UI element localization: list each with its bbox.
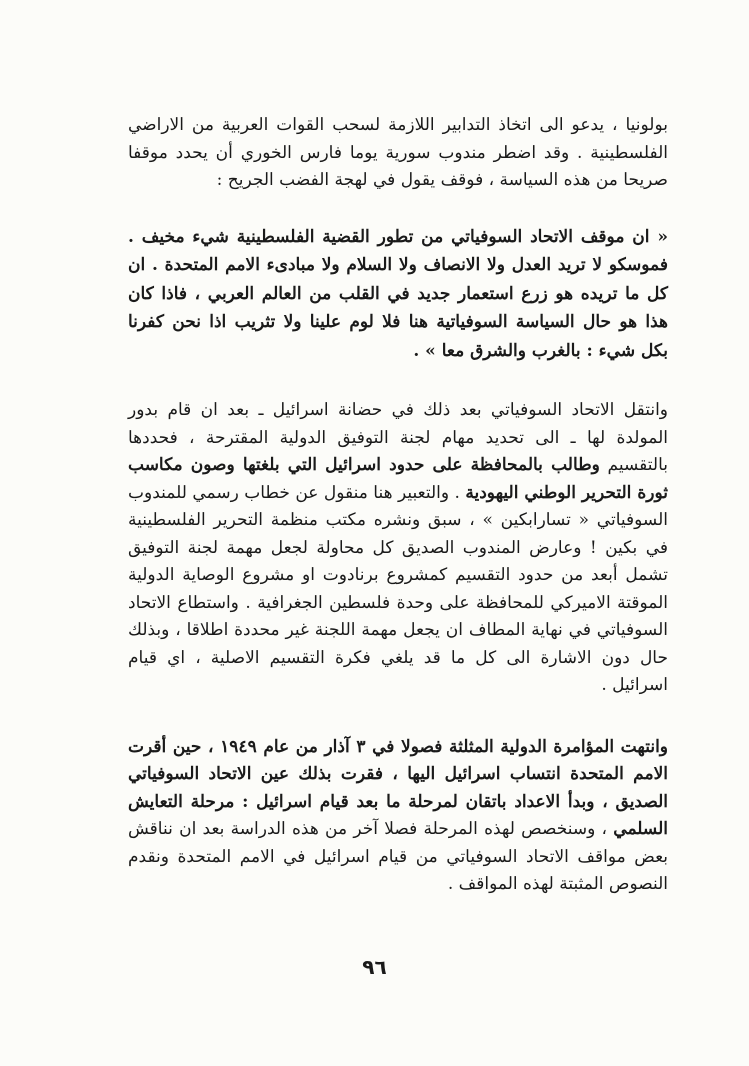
paragraph-3-bold-part: وطالب بالمحافظة على حدود اسرائيل التي بلغتها وصون مكاسب ثورة التحرير الوطني اليهودية [128, 455, 668, 503]
paragraph-4-part-b: ، وسنخصص لهذه المرحلة فصلا آخر من هذه الدراسة بعد ان نناقش بعض مواقف الاتحاد السوفياتي من قيام اسرائيل في الامم المتحدة ونقدم النصوص المثبتة لهذه المواقف . [128, 819, 668, 894]
page-number: ٩٦ [362, 955, 387, 979]
paragraph-4-bold-part: وانتهت المؤامرة الدولية المثلثة فصولا في ٣ آذار من عام ١٩٤٩ ، حين أقرت الامم المتحدة انتساب اسرائيل اليها ، فقرت بذلك عين الاتحاد السوفياتي الصديق ، وبدأ الاعداد باتقان لمرحلة ما بعد قيام اسرائيل : مرحلة التعايش السلمي [128, 736, 668, 839]
quote-paragraph: « ان موقف الاتحاد السوفياتي من تطور القضية الفلسطينية شيء مخيف . فموسكو لا تريد العدل ولا الانصاف ولا السلام ولا مبادىء الامم المتحدة . ان كل ما تريده هو زرع استعمار جديد في القلب من العالم العربي ، فاذا كان هذا هو حال السياسة السوفياتية هنا فلا لوم علينا ولا تثريب اذا نحن كفرنا بكل شيء : بالغرب والشرق معا » . [128, 226, 668, 361]
paragraph-gap [128, 700, 668, 734]
paragraph-4 [128, 734, 668, 899]
paragraph-1: بولونيا ، يدعو الى اتخاذ التدابير اللازمة لسحب القوات العربية من الاراضي الفلسطينية . وقد اضطر مندوب سورية يوما فارس الخوري أن يحدد موقفا صريحا من هذه السياسة ، فوقف يقول في لهجة الفضب الجريح : [128, 115, 668, 190]
paragraph-3 [128, 397, 668, 700]
paragraph-3-part-a: وانتقل الاتحاد السوفياتي بعد ذلك في حضانة اسرائيل ـ بعد ان قام بدور المولدة لها ـ الى تحديد مهام لجنة التوفيق الدولية المقترحة ، فحددها بالتقسيم [128, 400, 668, 475]
paragraph-gap [128, 195, 668, 223]
body-text [128, 112, 668, 899]
paragraph-3-part-c: . والتعبير هنا منقول عن خطاب رسمي للمندوب السوفياتي « تسارابكين » ، سبق ونشره مكتب منظمة التحرير الفلسطينية في بكين ! وعارض المندوب الصديق كل محاولة لجعل مهمة لجنة التوفيق تشمل أبعد من حدود التقسيم كمشروع برنادوت او مشروع الوصاية الدولية الموقتة الاميركي للمحافظة على وحدة فلسطين الجغرافية . واستطاع الاتحاد السوفياتي في نهاية المطاف ان يجعل مهمة اللجنة غير محددة اطلاقا ، وبذلك حال دون الاشارة الى كل ما قد يلغي فكرة التقسيم الاصلية ، اي قيام اسرائيل . [128, 482, 668, 695]
paragraph-gap [128, 365, 668, 397]
